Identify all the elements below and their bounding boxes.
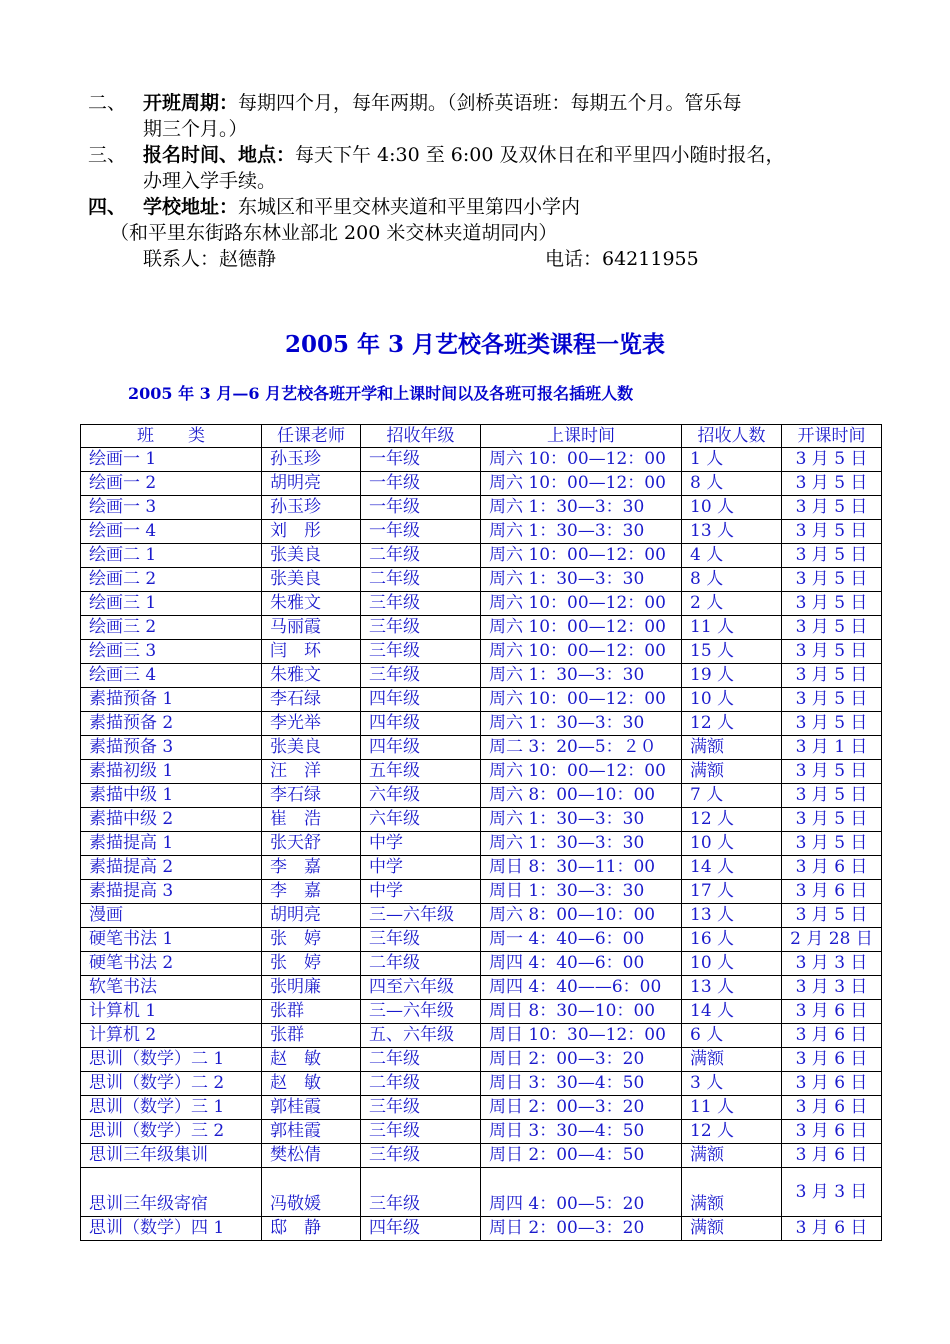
cell-enrollment: 16 人 <box>682 928 782 952</box>
cell-enrollment: 10 人 <box>682 832 782 856</box>
cell-start-date: 3 月 6 日 <box>782 1217 882 1241</box>
cell-schedule: 周一 4：40—6：00 <box>481 928 682 952</box>
cell-class: 素描提高 3 <box>81 880 262 904</box>
table-row <box>81 952 882 976</box>
cell-enrollment: 6 人 <box>682 1024 782 1048</box>
cell-start-date: 3 月 5 日 <box>782 592 882 616</box>
contact-line <box>88 246 888 272</box>
cell-enrollment: 10 人 <box>682 688 782 712</box>
cell-enrollment: 13 人 <box>682 520 782 544</box>
cell-teacher: 赵 敏 <box>262 1072 361 1096</box>
table-row <box>81 520 882 544</box>
cell-teacher: 汪 洋 <box>262 760 361 784</box>
cell-start-date: 3 月 5 日 <box>782 448 882 472</box>
cell-teacher: 张天舒 <box>262 832 361 856</box>
cell-grade: 二年级 <box>361 1048 481 1072</box>
cell-class: 绘画二 1 <box>81 544 262 568</box>
cell-schedule: 周日 2：00—4：50 <box>481 1144 682 1168</box>
cell-enrollment: 13 人 <box>682 976 782 1000</box>
cell-schedule: 周六 1：30—3：30 <box>481 712 682 736</box>
table-row <box>81 496 882 520</box>
cell-teacher: 张美良 <box>262 568 361 592</box>
cell-start-date: 2 月 28 日 <box>782 928 882 952</box>
cell-class: 素描中级 2 <box>81 808 262 832</box>
cell-start-date: 3 月 6 日 <box>782 1120 882 1144</box>
cell-schedule: 周日 2：00—3：20 <box>481 1048 682 1072</box>
cell-grade: 六年级 <box>361 808 481 832</box>
cell-start-date: 3 月 5 日 <box>782 472 882 496</box>
cell-class: 绘画一 2 <box>81 472 262 496</box>
cell-grade: 三年级 <box>361 616 481 640</box>
cell-start-date: 3 月 5 日 <box>782 688 882 712</box>
cell-class: 软笔书法 <box>81 976 262 1000</box>
cell-start-date: 3 月 6 日 <box>782 1024 882 1048</box>
cell-teacher: 郭桂霞 <box>262 1096 361 1120</box>
cell-grade: 三年级 <box>361 928 481 952</box>
cell-start-date: 3 月 5 日 <box>782 832 882 856</box>
item-number: 四、 <box>88 196 127 218</box>
cell-enrollment: 11 人 <box>682 616 782 640</box>
contact-phone: 电话：64211955 <box>545 248 699 270</box>
cell-start-date: 3 月 5 日 <box>782 520 882 544</box>
cell-grade: 二年级 <box>361 568 481 592</box>
cell-enrollment: 10 人 <box>682 496 782 520</box>
table-row <box>81 760 882 784</box>
cell-start-date: 3 月 5 日 <box>782 712 882 736</box>
cell-teacher: 樊松倩 <box>262 1144 361 1168</box>
cell-start-date: 3 月 3 日 <box>782 952 882 976</box>
cell-teacher: 邸 静 <box>262 1217 361 1241</box>
cell-enrollment: 10 人 <box>682 952 782 976</box>
cell-teacher: 张美良 <box>262 544 361 568</box>
cell-enrollment: 12 人 <box>682 1120 782 1144</box>
cell-schedule: 周日 3：30—4：50 <box>481 1072 682 1096</box>
cell-class: 素描提高 1 <box>81 832 262 856</box>
cell-grade: 二年级 <box>361 544 481 568</box>
cell-schedule: 周六 10：00—12：00 <box>481 448 682 472</box>
cell-enrollment: 17 人 <box>682 880 782 904</box>
cell-grade: 三年级 <box>361 1168 481 1217</box>
cell-teacher: 孙玉珍 <box>262 448 361 472</box>
cell-schedule: 周六 10：00—12：00 <box>481 640 682 664</box>
cell-teacher: 张明廉 <box>262 976 361 1000</box>
cell-start-date: 3 月 5 日 <box>782 760 882 784</box>
cell-schedule: 周六 8：00—10：00 <box>481 784 682 808</box>
item-number: 二、 <box>88 92 127 114</box>
cell-schedule: 周四 4：00—5：20 <box>481 1168 682 1217</box>
cell-class: 绘画一 1 <box>81 448 262 472</box>
cell-start-date: 3 月 5 日 <box>782 808 882 832</box>
table-row <box>81 688 882 712</box>
cell-grade: 四至六年级 <box>361 976 481 1000</box>
cell-enrollment: 满额 <box>682 1168 782 1217</box>
cell-enrollment: 满额 <box>682 1217 782 1241</box>
table-row <box>81 904 882 928</box>
table-body <box>81 448 882 1241</box>
table-row <box>81 1120 882 1144</box>
cell-teacher: 胡明亮 <box>262 472 361 496</box>
table-row <box>81 880 882 904</box>
cell-grade: 三—六年级 <box>361 904 481 928</box>
cell-class: 素描预备 1 <box>81 688 262 712</box>
cell-schedule: 周四 4：40——6：00 <box>481 976 682 1000</box>
cell-start-date: 3 月 5 日 <box>782 664 882 688</box>
cell-grade: 五、六年级 <box>361 1024 481 1048</box>
table-row <box>81 568 882 592</box>
table-row <box>81 616 882 640</box>
table-row <box>81 712 882 736</box>
table-row <box>81 472 882 496</box>
cell-enrollment: 15 人 <box>682 640 782 664</box>
header-start-date: 开课时间 <box>782 425 882 448</box>
cell-schedule: 周六 1：30—3：30 <box>481 808 682 832</box>
cell-class: 思训（数学）二 2 <box>81 1072 262 1096</box>
cell-schedule: 周日 3：30—4：50 <box>481 1120 682 1144</box>
cell-enrollment: 12 人 <box>682 712 782 736</box>
cell-class: 硬笔书法 1 <box>81 928 262 952</box>
cell-enrollment: 满额 <box>682 760 782 784</box>
cell-grade: 三年级 <box>361 1120 481 1144</box>
cell-schedule: 周六 10：00—12：00 <box>481 472 682 496</box>
cell-grade: 一年级 <box>361 448 481 472</box>
table-row <box>81 1096 882 1120</box>
cell-teacher: 张美良 <box>262 736 361 760</box>
cell-enrollment: 4 人 <box>682 544 782 568</box>
cell-class: 计算机 1 <box>81 1000 262 1024</box>
cell-grade: 中学 <box>361 832 481 856</box>
table-row <box>81 784 882 808</box>
cell-class: 素描预备 3 <box>81 736 262 760</box>
cell-start-date: 3 月 3 日 <box>782 976 882 1000</box>
cell-grade: 三年级 <box>361 1144 481 1168</box>
cell-class: 硬笔书法 2 <box>81 952 262 976</box>
cell-class: 漫画 <box>81 904 262 928</box>
cell-schedule: 周六 10：00—12：00 <box>481 760 682 784</box>
cell-class: 思训三年级集训 <box>81 1144 262 1168</box>
cell-schedule: 周四 4：40—6：00 <box>481 952 682 976</box>
cell-grade: 四年级 <box>361 736 481 760</box>
table-row <box>81 832 882 856</box>
item-number: 三、 <box>88 144 127 166</box>
cell-teacher: 李石绿 <box>262 688 361 712</box>
cell-class: 思训（数学）三 2 <box>81 1120 262 1144</box>
cell-start-date: 3 月 5 日 <box>782 544 882 568</box>
cell-class: 思训（数学）四 1 <box>81 1217 262 1241</box>
cell-schedule: 周日 1：30—3：30 <box>481 880 682 904</box>
header-enrollment: 招收人数 <box>682 425 782 448</box>
cell-start-date: 3 月 5 日 <box>782 904 882 928</box>
table-row <box>81 544 882 568</box>
cell-grade: 三年级 <box>361 592 481 616</box>
item-continuation: 办理入学手续。 <box>143 170 277 192</box>
cell-start-date: 3 月 6 日 <box>782 1144 882 1168</box>
page-title: 2005 年 3 月艺校各班类课程一览表 <box>284 331 666 358</box>
item-text: 每天下午 4:30 至 6:00 及双休日在和平里四小随时报名， <box>295 144 785 166</box>
cell-grade: 二年级 <box>361 1072 481 1096</box>
cell-start-date: 3 月 6 日 <box>782 1072 882 1096</box>
cell-enrollment: 13 人 <box>682 904 782 928</box>
cell-enrollment: 14 人 <box>682 1000 782 1024</box>
cell-enrollment: 满额 <box>682 736 782 760</box>
cell-grade: 一年级 <box>361 472 481 496</box>
cell-grade: 三年级 <box>361 640 481 664</box>
address-note: （和平里东街路东林业部北 200 米交林夹道胡同内） <box>110 222 558 244</box>
cell-start-date: 3 月 5 日 <box>782 784 882 808</box>
intro-item-registration <box>88 142 888 168</box>
cell-grade: 四年级 <box>361 1217 481 1241</box>
cell-start-date: 3 月 5 日 <box>782 496 882 520</box>
table-row <box>81 640 882 664</box>
cell-class: 绘画三 1 <box>81 592 262 616</box>
cell-teacher: 李光举 <box>262 712 361 736</box>
cell-grade: 二年级 <box>361 952 481 976</box>
table-row <box>81 808 882 832</box>
cell-grade: 一年级 <box>361 520 481 544</box>
cell-grade: 一年级 <box>361 496 481 520</box>
table-row <box>81 592 882 616</box>
cell-class: 素描中级 1 <box>81 784 262 808</box>
cell-start-date: 3 月 5 日 <box>782 616 882 640</box>
cell-teacher: 马丽霞 <box>262 616 361 640</box>
table-row <box>81 928 882 952</box>
cell-class: 绘画一 3 <box>81 496 262 520</box>
cell-grade: 四年级 <box>361 712 481 736</box>
cell-enrollment: 满额 <box>682 1048 782 1072</box>
intro-item-period <box>88 90 888 116</box>
table-row <box>81 1144 882 1168</box>
cell-schedule: 周六 10：00—12：00 <box>481 616 682 640</box>
header-grade: 招收年级 <box>361 425 481 448</box>
cell-schedule: 周六 1：30—3：30 <box>481 568 682 592</box>
cell-enrollment: 满额 <box>682 1144 782 1168</box>
item-continuation: 期三个月。） <box>143 118 248 140</box>
cell-schedule: 周日 8：30—11：00 <box>481 856 682 880</box>
cell-class: 计算机 2 <box>81 1024 262 1048</box>
cell-grade: 五年级 <box>361 760 481 784</box>
cell-teacher: 李 嘉 <box>262 880 361 904</box>
table-row <box>81 1048 882 1072</box>
cell-teacher: 张 婷 <box>262 952 361 976</box>
cell-start-date: 3 月 6 日 <box>782 856 882 880</box>
cell-enrollment: 14 人 <box>682 856 782 880</box>
cell-teacher: 崔 浩 <box>262 808 361 832</box>
cell-schedule: 周日 8：30—10：00 <box>481 1000 682 1024</box>
cell-grade: 中学 <box>361 856 481 880</box>
cell-schedule: 周日 2：00—3：20 <box>481 1217 682 1241</box>
cell-grade: 六年级 <box>361 784 481 808</box>
item-label: 报名时间、地点： <box>143 144 296 166</box>
item-text: 东城区和平里交林夹道和平里第四小学内 <box>238 196 581 218</box>
cell-schedule: 周二 3：20—5：２０ <box>481 736 682 760</box>
cell-class: 绘画一 4 <box>81 520 262 544</box>
cell-schedule: 周六 10：00—12：00 <box>481 592 682 616</box>
cell-schedule: 周六 10：00—12：00 <box>481 544 682 568</box>
cell-start-date: 3 月 3 日 <box>782 1168 882 1217</box>
cell-enrollment: 3 人 <box>682 1072 782 1096</box>
table-row <box>81 1168 882 1217</box>
cell-teacher: 冯敬媛 <box>262 1168 361 1217</box>
cell-start-date: 3 月 6 日 <box>782 1000 882 1024</box>
item-text: 每期四个月，每年两期。（剑桥英语班：每期五个月。管乐每 <box>238 92 742 114</box>
intro-item-address <box>88 194 888 220</box>
table-row <box>81 1024 882 1048</box>
cell-enrollment: 19 人 <box>682 664 782 688</box>
cell-teacher: 闫 环 <box>262 640 361 664</box>
table-row <box>81 1072 882 1096</box>
cell-teacher: 张 婷 <box>262 928 361 952</box>
cell-class: 绘画二 2 <box>81 568 262 592</box>
cell-teacher: 郭桂霞 <box>262 1120 361 1144</box>
cell-class: 思训（数学）二 1 <box>81 1048 262 1072</box>
table-row <box>81 736 882 760</box>
cell-teacher: 朱雅文 <box>262 592 361 616</box>
table-row <box>81 1000 882 1024</box>
cell-enrollment: 7 人 <box>682 784 782 808</box>
cell-start-date: 3 月 6 日 <box>782 880 882 904</box>
cell-grade: 四年级 <box>361 688 481 712</box>
cell-teacher: 张群 <box>262 1000 361 1024</box>
cell-grade: 三年级 <box>361 1096 481 1120</box>
contact-person: 联系人：赵德静 <box>143 248 277 270</box>
cell-start-date: 3 月 6 日 <box>782 1096 882 1120</box>
cell-enrollment: 8 人 <box>682 568 782 592</box>
cell-schedule: 周六 1：30—3：30 <box>481 832 682 856</box>
cell-teacher: 朱雅文 <box>262 664 361 688</box>
cell-class: 绘画三 3 <box>81 640 262 664</box>
cell-class: 思训三年级寄宿 <box>81 1168 262 1217</box>
cell-enrollment: 2 人 <box>682 592 782 616</box>
cell-schedule: 周日 10：30—12：00 <box>481 1024 682 1048</box>
cell-enrollment: 12 人 <box>682 808 782 832</box>
cell-class: 思训（数学）三 1 <box>81 1096 262 1120</box>
cell-class: 素描预备 2 <box>81 712 262 736</box>
header-teacher: 任课老师 <box>262 425 361 448</box>
cell-schedule: 周六 10：00—12：00 <box>481 688 682 712</box>
item-label: 学校地址： <box>143 196 239 218</box>
cell-schedule: 周六 1：30—3：30 <box>481 664 682 688</box>
cell-start-date: 3 月 6 日 <box>782 1048 882 1072</box>
cell-enrollment: 11 人 <box>682 1096 782 1120</box>
cell-start-date: 3 月 5 日 <box>782 568 882 592</box>
cell-enrollment: 1 人 <box>682 448 782 472</box>
cell-schedule: 周六 1：30—3：30 <box>481 496 682 520</box>
cell-start-date: 3 月 1 日 <box>782 736 882 760</box>
cell-teacher: 刘 彤 <box>262 520 361 544</box>
cell-grade: 三—六年级 <box>361 1000 481 1024</box>
cell-teacher: 胡明亮 <box>262 904 361 928</box>
cell-enrollment: 8 人 <box>682 472 782 496</box>
item-label: 开班周期： <box>143 92 239 114</box>
cell-grade: 中学 <box>361 880 481 904</box>
table-row <box>81 1217 882 1241</box>
cell-class: 绘画三 4 <box>81 664 262 688</box>
header-schedule: 上课时间 <box>481 425 682 448</box>
table-row <box>81 976 882 1000</box>
cell-schedule: 周六 1：30—3：30 <box>481 520 682 544</box>
page-subtitle: 2005 年 3 月—6 月艺校各班开学和上课时间以及各班可报名插班人数 <box>128 384 634 403</box>
table-row <box>81 448 882 472</box>
table-row <box>81 664 882 688</box>
cell-grade: 三年级 <box>361 664 481 688</box>
course-table <box>80 424 882 1241</box>
cell-teacher: 李石绿 <box>262 784 361 808</box>
cell-schedule: 周日 2：00—3：20 <box>481 1096 682 1120</box>
header-class: 班 类 <box>81 425 262 448</box>
cell-teacher: 张群 <box>262 1024 361 1048</box>
cell-schedule: 周六 8：00—10：00 <box>481 904 682 928</box>
cell-teacher: 赵 敏 <box>262 1048 361 1072</box>
cell-teacher: 李 嘉 <box>262 856 361 880</box>
cell-class: 素描初级 1 <box>81 760 262 784</box>
cell-class: 绘画三 2 <box>81 616 262 640</box>
cell-teacher: 孙玉珍 <box>262 496 361 520</box>
table-header-row <box>81 425 882 448</box>
table-row <box>81 856 882 880</box>
cell-start-date: 3 月 5 日 <box>782 640 882 664</box>
cell-class: 素描提高 2 <box>81 856 262 880</box>
intro-section <box>88 90 888 272</box>
